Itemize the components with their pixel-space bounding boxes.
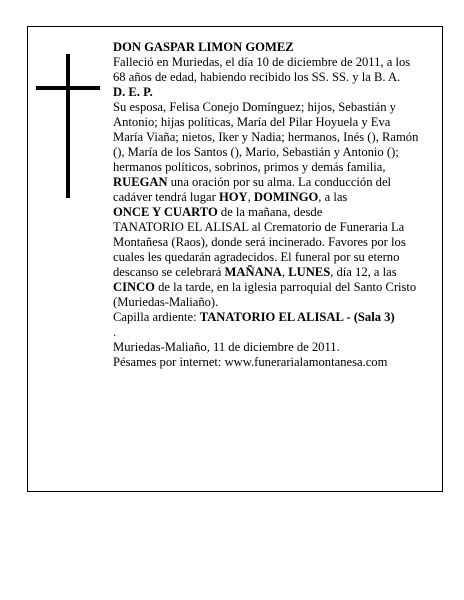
ruegan-word: RUEGAN: [113, 175, 168, 189]
cross-icon: [36, 54, 100, 198]
place-date: Muriedas-Maliaño, 11 de diciembre de 2011.: [113, 340, 340, 354]
capilla-value: TANATORIO EL ALISAL - (Sala 3): [199, 310, 395, 324]
capilla-label: Capilla ardiente:: [113, 310, 200, 324]
dia12-text: , día 12, a las: [330, 265, 397, 279]
pesames-line: Pésames por internet: www.funerarialamontanesa.com: [113, 355, 388, 369]
family-list: Su esposa, Felisa Conejo Domínguez; hijos, Sebastián y Antonio; hijas políticas, María del Pilar Hoyuela y Eva María Viaña; nietos, Iker y Nadia; hermanos, Inés (), Ramón (), María de los Santos (), Mario, Sebastián y Antonio (); hermanos políticos, sobrinos, primos y demás familia,: [113, 100, 419, 174]
capilla-ardiente: [113, 310, 423, 325]
hoy-word: HOY: [218, 190, 248, 204]
once-y-cuarto-word: ONCE Y CUARTO: [113, 205, 218, 219]
cinco-word: CINCO: [113, 280, 155, 294]
cross-vertical-bar: [66, 54, 70, 198]
ceremony-details: [113, 175, 423, 310]
separator-text: ,: [247, 190, 254, 204]
manana-word: MAÑANA: [224, 265, 282, 279]
dep-line: D. E. P.: [113, 85, 153, 99]
a-las-text: , a las: [318, 190, 348, 204]
separator-text: ,: [281, 265, 289, 279]
death-statement: Falleció en Muriedas, el día 10 de diciembre de 2011, a los 68 años de edad, habiendo recibido los SS. SS. y la B. A.: [113, 55, 411, 84]
capilla-dot: .: [113, 325, 117, 339]
tanatorio-text: TANATORIO EL ALISAL al Crematorio de Funeraria La Montañesa (Raos), donde será incinerado. Favores por los cuales les quedarán agradecidos. El funeral por su eterno descanso se celebrará: [113, 220, 406, 279]
cross-horizontal-bar: [36, 86, 100, 90]
obituary-text: [113, 40, 423, 370]
funeral-place-text: de la tarde, en la iglesia parroquial del Santo Cristo (Muriedas-Maliaño).: [113, 280, 417, 309]
manana-desde-text: de la mañana, desde: [217, 205, 323, 219]
lunes-word: LUNES: [288, 265, 331, 279]
domingo-word: DOMINGO: [253, 190, 319, 204]
deceased-name: DON GASPAR LIMON GOMEZ: [113, 40, 294, 54]
ruegan-text: una oración por su alma. La conducción del cadáver tendrá lugar: [113, 175, 392, 204]
